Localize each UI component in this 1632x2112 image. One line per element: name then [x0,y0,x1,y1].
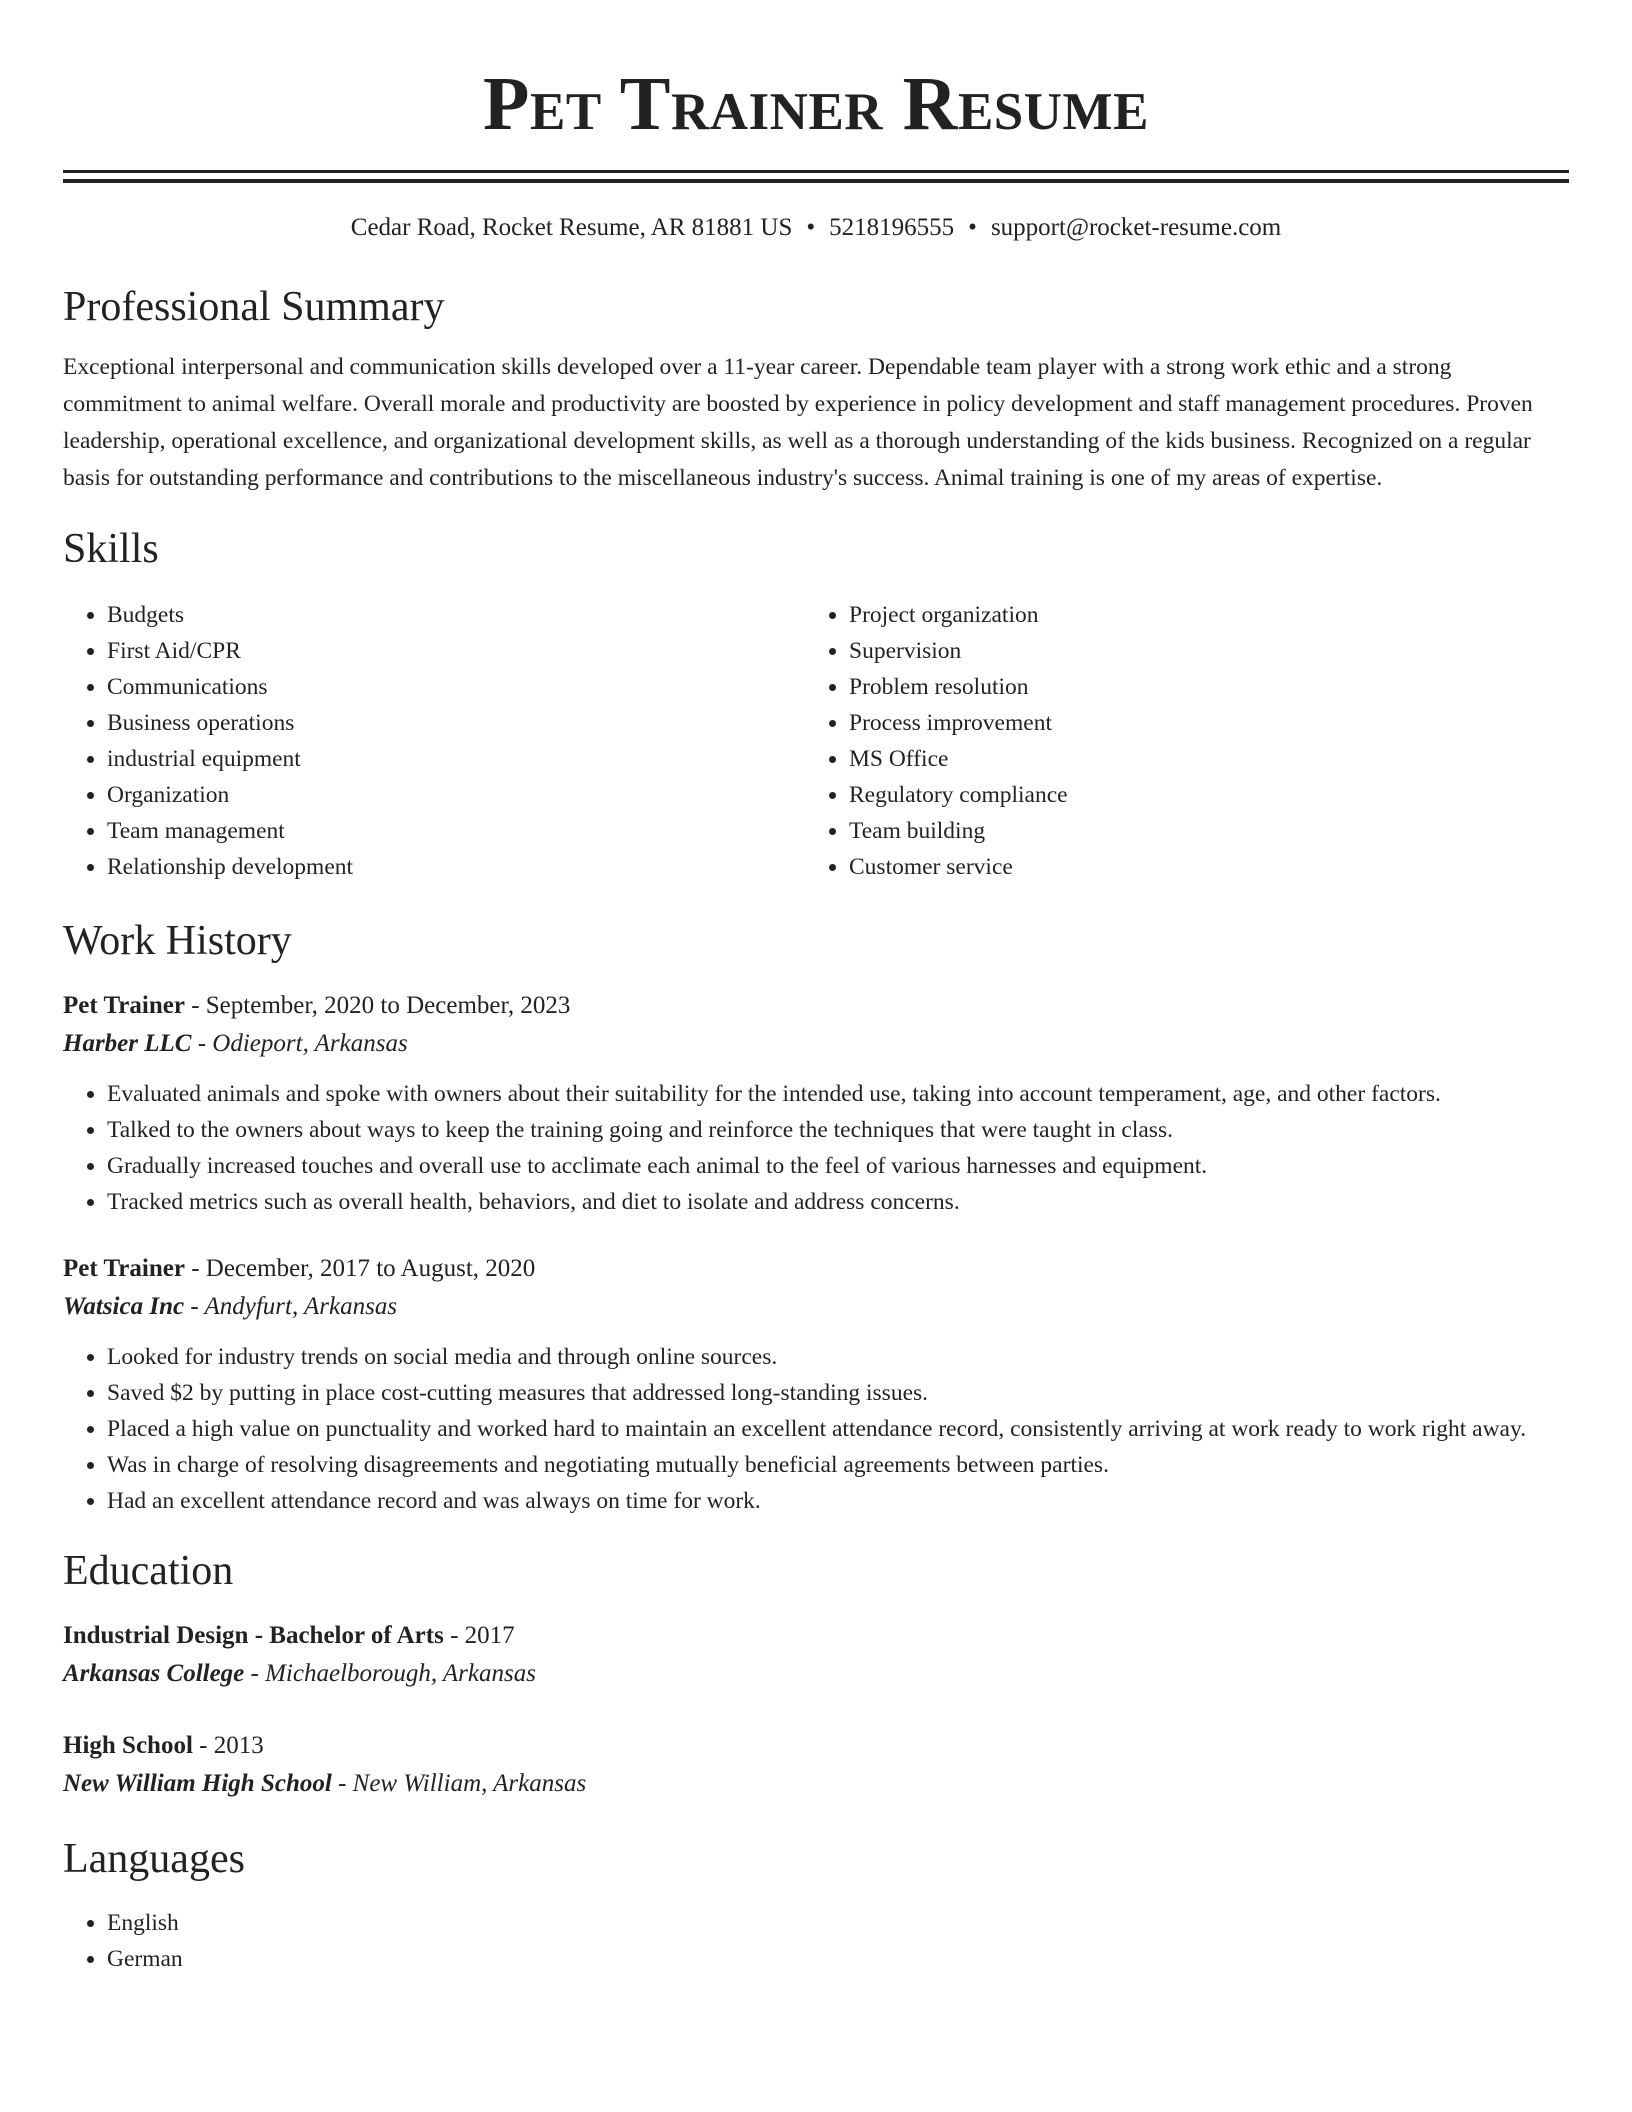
contact-phone: 5218196555 [829,214,955,241]
degree-year: - 2017 [443,1622,515,1649]
skill-item: • Regulatory compliance [849,777,1547,813]
contact-address: Cedar Road, Rocket Resume, AR 81881 US [350,214,793,241]
skill-item: • First Aid/CPR [107,633,805,669]
languages-list [63,1905,1569,1977]
degree-name: Industrial Design - Bachelor of Arts [63,1622,444,1649]
duty-item: • Gradually increased touches and overall use to acclimate each animal to the feel of various harnesses and equipment. [107,1148,1569,1184]
company-location: - Odieport, Arkansas [191,1030,408,1057]
skills-column-left [63,597,805,885]
duty-item: • Placed a high value on punctuality and worked hard to maintain an excellent attendance record, consistently arriving at work ready to work right away. [107,1411,1569,1447]
school-line [63,1655,1569,1693]
contact-email: support@rocket-resume.com [990,214,1282,241]
skill-item: • Team building [849,813,1547,849]
job-entry [63,1250,1569,1519]
summary-heading: Professional Summary [63,284,445,330]
education-entry [63,1727,1569,1803]
company-line [63,1288,1569,1326]
skill-item: • Team management [107,813,805,849]
education-entry [63,1617,1569,1693]
job-title-line [63,987,1569,1025]
degree-line [63,1727,1569,1765]
job-dates: - December, 2017 to August, 2020 [184,1255,536,1282]
skill-item: • Customer service [849,849,1547,885]
skill-item: • Organization [107,777,805,813]
job-dates: - September, 2020 to December, 2023 [184,992,571,1019]
skill-item: • industrial equipment [107,741,805,777]
skill-item: • Relationship development [107,849,805,885]
skill-item: • Business operations [107,705,805,741]
language-item: • German [107,1941,1569,1977]
job-title: Pet Trainer [63,992,185,1019]
skills-list [63,597,1569,885]
skill-item: • MS Office [849,741,1547,777]
duty-item: • Saved $2 by putting in place cost-cutting measures that addressed long-standing issues. [107,1375,1569,1411]
resume-title: Pet Trainer Resume [483,62,1149,146]
skill-item: • Project organization [849,597,1547,633]
school-name: Arkansas College [63,1660,245,1687]
contact-separator: • [968,214,977,241]
skill-item: • Process improvement [849,705,1547,741]
job-entry [63,987,1569,1220]
duty-item: • Evaluated animals and spoke with owners about their suitability for the intended use, taking into account temperament, age, and other factors. [107,1076,1569,1112]
job-title: Pet Trainer [63,1255,185,1282]
company-line [63,1025,1569,1063]
job-title-line [63,1250,1569,1288]
school-location: - New William, Arkansas [331,1770,587,1797]
duty-item: • Had an excellent attendance record and was always on time for work. [107,1483,1569,1519]
degree-name: High School [63,1732,193,1759]
duty-item: • Talked to the owners about ways to keep the training going and reinforce the techniques that were taught in class. [107,1112,1569,1148]
skill-item: • Supervision [849,633,1547,669]
skills-column-right [805,597,1547,885]
duty-item: • Looked for industry trends on social media and through online sources. [107,1339,1569,1375]
skill-item: • Budgets [107,597,805,633]
language-item: • English [107,1905,1569,1941]
skill-item: • Communications [107,669,805,705]
school-location: - Michaelborough, Arkansas [244,1660,536,1687]
skills-heading: Skills [63,526,159,572]
degree-line [63,1617,1569,1655]
job-duties [63,1339,1569,1519]
company-location: - Andyfurt, Arkansas [184,1293,398,1320]
duty-item: • Tracked metrics such as overall health, behaviors, and diet to isolate and address concerns. [107,1184,1569,1220]
school-name: New William High School [63,1770,332,1797]
title-divider [63,170,1569,183]
work-history-heading: Work History [63,918,292,964]
summary-text: Exceptional interpersonal and communication skills developed over a 11-year career. Dependable team player with a strong work ethic and a strong commitment to animal welfare. Overall morale and productivity are boosted by experience in policy development and staff management procedures. Proven leadership, operational excellence, and organizational development skills, as well as a thorough understanding of the kids business. Recognized on a regular basis for outstanding performance and contributions to the miscellaneous industry's success. Animal training is one of my areas of expertise. [63,354,1533,491]
languages-heading: Languages [63,1836,245,1882]
duty-item: • Was in charge of resolving disagreements and negotiating mutually beneficial agreements between parties. [107,1447,1569,1483]
company-name: Harber LLC [63,1030,192,1057]
job-duties [63,1076,1569,1220]
contact-line [63,211,1569,245]
school-line [63,1765,1569,1803]
contact-separator: • [806,214,816,241]
company-name: Watsica Inc [63,1293,185,1320]
education-heading: Education [63,1548,234,1594]
skill-item: • Problem resolution [849,669,1547,705]
degree-year: - 2013 [192,1732,264,1759]
